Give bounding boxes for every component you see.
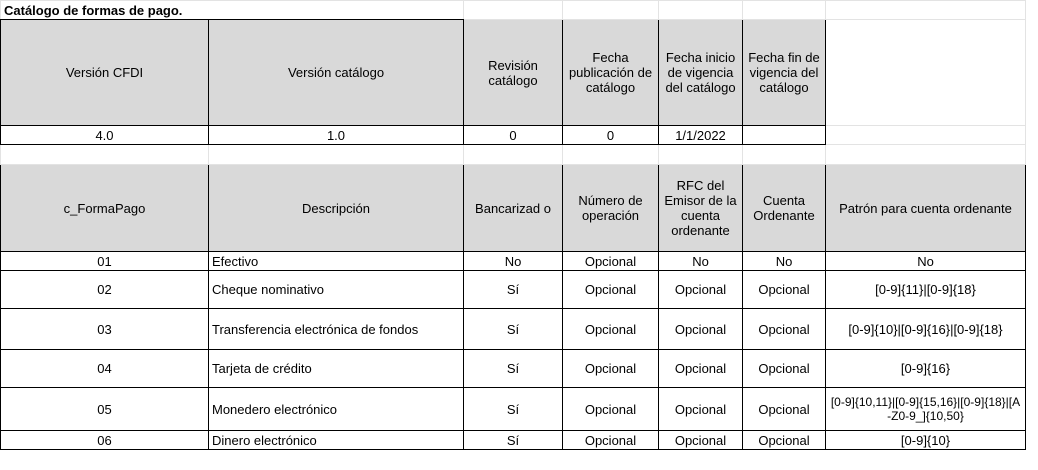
cell-bancarizado[interactable]: No [464,252,563,271]
cell-bancarizado[interactable]: Sí [464,431,563,450]
cell-fecha-fin[interactable] [743,126,826,145]
cell-code[interactable]: 01 [1,252,209,271]
cell-numero-operacion[interactable]: Opcional [563,309,659,350]
cell-revision-catalogo[interactable]: 0 [464,126,563,145]
cell-description[interactable]: Monedero electrónico [209,388,464,431]
header-revision-catalogo: Revisión catálogo [464,20,563,126]
cell-patron[interactable]: [0-9]{11}|[0-9]{18} [826,271,1026,309]
cell-code[interactable]: 05 [1,388,209,431]
header-descripcion: Descripción [209,165,464,252]
cell-bancarizado[interactable]: Sí [464,309,563,350]
cell-numero-operacion[interactable]: Opcional [563,350,659,388]
table-row [1,431,1026,450]
header-rfc-emisor: RFC del Emisor de la cuenta ordenante [659,165,743,252]
header-c-formapago: c_FormaPago [1,165,209,252]
cell-rfc-emisor[interactable]: No [659,252,743,271]
cell-description[interactable]: Transferencia electrónica de fondos [209,309,464,350]
cell-patron[interactable]: [0-9]{10,11}|[0-9]{15,16}|[0-9]{18}|[A-Z0-9_]{10,50} [826,388,1026,431]
cell-patron[interactable]: [0-9]{10}|[0-9]{16}|[0-9]{18} [826,309,1026,350]
cell-description[interactable]: Efectivo [209,252,464,271]
header-patron-cuenta: Patrón para cuenta ordenante [826,165,1026,252]
header-numero-operacion: Número de operación [563,165,659,252]
cell-rfc-emisor[interactable]: Opcional [659,271,743,309]
cell-fecha-publicacion[interactable]: 0 [563,126,659,145]
cell-bancarizado[interactable]: Sí [464,350,563,388]
header-fecha-inicio: Fecha inicio de vigencia del catálogo [659,20,743,126]
cell-patron[interactable]: [0-9]{16} [826,350,1026,388]
cell-description[interactable]: Dinero electrónico [209,431,464,450]
cell-rfc-emisor[interactable]: Opcional [659,350,743,388]
header-version-cfdi: Versión CFDI [1,20,209,126]
header-fecha-fin: Fecha fin de vigencia del catálogo [743,20,826,126]
cell-version-cfdi[interactable]: 4.0 [1,126,209,145]
cell-rfc-emisor[interactable]: Opcional [659,388,743,431]
cell-description[interactable]: Cheque nominativo [209,271,464,309]
cell-rfc-emisor[interactable]: Opcional [659,431,743,450]
cell-fecha-inicio[interactable]: 1/1/2022 [659,126,743,145]
cell-bancarizado[interactable]: Sí [464,388,563,431]
catalog-title: Catálogo de formas de pago. [1,1,464,20]
cell-code[interactable]: 04 [1,350,209,388]
cell-numero-operacion[interactable]: Opcional [563,431,659,450]
cell-code[interactable]: 06 [1,431,209,450]
cell-code[interactable]: 03 [1,309,209,350]
header-bancarizado: Bancarizad o [464,165,563,252]
table-row [1,271,1026,309]
cell-numero-operacion[interactable]: Opcional [563,388,659,431]
cell-cuenta-ordenante[interactable]: Opcional [743,350,826,388]
cell-description[interactable]: Tarjeta de crédito [209,350,464,388]
cell-cuenta-ordenante[interactable]: No [743,252,826,271]
cell-cuenta-ordenante[interactable]: Opcional [743,431,826,450]
cell-patron[interactable]: [0-9]{10} [826,431,1026,450]
table-row [1,252,1026,271]
cell-code[interactable]: 02 [1,271,209,309]
table-row [1,388,1026,431]
cell-rfc-emisor[interactable]: Opcional [659,309,743,350]
cell-cuenta-ordenante[interactable]: Opcional [743,271,826,309]
cell-cuenta-ordenante[interactable]: Opcional [743,309,826,350]
cell-cuenta-ordenante[interactable]: Opcional [743,388,826,431]
cell-numero-operacion[interactable]: Opcional [563,271,659,309]
cell-numero-operacion[interactable]: Opcional [563,252,659,271]
cell-bancarizado[interactable]: Sí [464,271,563,309]
table-row [1,350,1026,388]
cell-patron[interactable]: No [826,252,1026,271]
header-version-catalogo: Versión catálogo [209,20,464,126]
table-row [1,309,1026,350]
cell-version-catalogo[interactable]: 1.0 [209,126,464,145]
header-cuenta-ordenante: Cuenta Ordenante [743,165,826,252]
header-fecha-publicacion: Fecha publicación de catálogo [563,20,659,126]
